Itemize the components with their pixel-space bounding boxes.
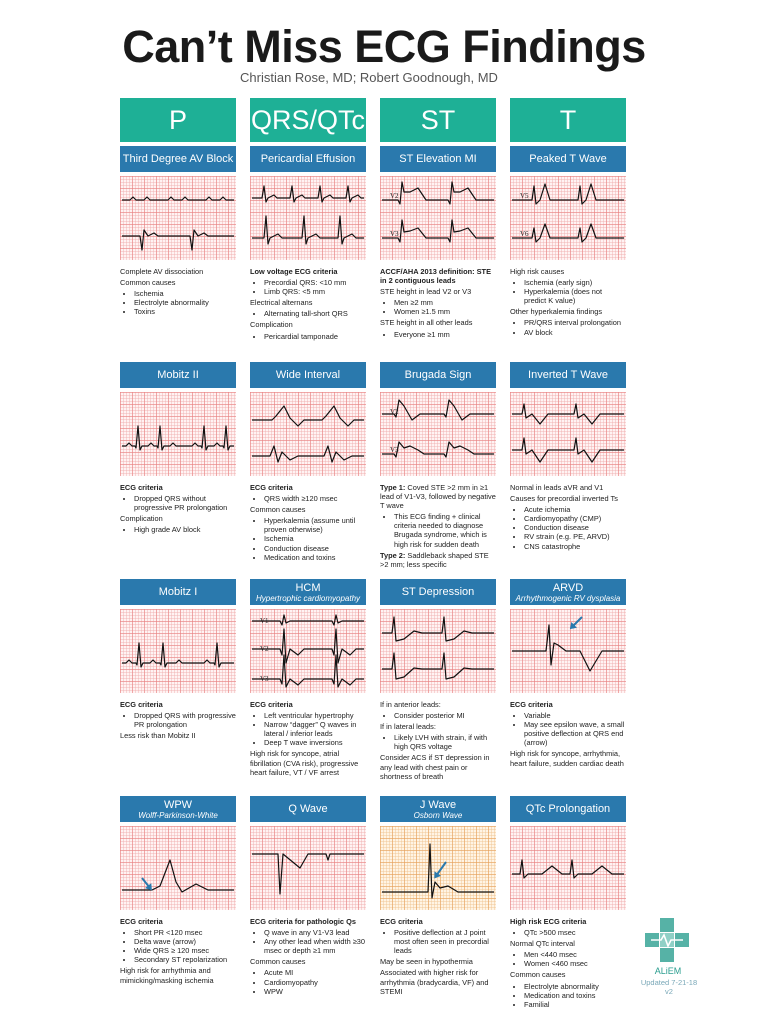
card-title-bar [250, 796, 366, 822]
bullet-item: • Dropped QRS with progressive PR prolongation [134, 711, 236, 729]
lead-label: V2 [390, 408, 399, 416]
authors: Christian Rose, MD; Robert Goodnough, MD [240, 70, 498, 85]
column-header-p: P [120, 98, 236, 142]
paragraph: Normal in leads aVR and V1 [510, 483, 604, 492]
bullet-list [380, 512, 496, 548]
paragraph: Less risk than Mobitz II [120, 731, 196, 741]
bullet-item: • Deep T wave inversions [264, 738, 366, 747]
bullet-list [510, 928, 626, 937]
bullet-item: • Q wave in any V1-V3 lead [264, 928, 366, 937]
bullet-item: • Ischemia [264, 534, 366, 543]
criteria-heading: ECG criteria [250, 483, 293, 492]
column-header-t: T [510, 98, 626, 142]
card-pericardial-effusion [250, 146, 366, 343]
page-title: Can’t Miss ECG Findings [122, 21, 646, 72]
bullet-list [250, 332, 366, 341]
card-description [250, 917, 366, 996]
bullet-item: • Acute MI [264, 968, 366, 977]
ecg-strip [120, 176, 236, 260]
card-wpw [120, 796, 236, 987]
paragraph: High risk for arrhythmia and mimicking/masking ischemia [120, 966, 214, 985]
ecg-trace-svg [510, 826, 626, 910]
bullet-item: • Everyone ≥1 mm [394, 330, 496, 339]
bullet-list [120, 525, 236, 534]
paragraph: May be seen in hypothermia [380, 957, 473, 967]
bullet-item: • Men ≥2 mm [394, 298, 496, 307]
card-wide-interval [250, 362, 366, 564]
card-title: Mobitz I [158, 586, 198, 598]
bullet-item: • Medication and toxins [524, 991, 626, 1000]
paragraph: Complication [250, 320, 293, 330]
bullet-item: • Women ≥1.5 mm [394, 307, 496, 316]
ecg-strip [510, 609, 626, 693]
bullet-item: • This ECG finding + clinical criteria needed to diagnose Brugada syndrome, which is high risk for sudden death [394, 512, 496, 548]
card-title: WPW [163, 798, 193, 811]
version: v2 [665, 987, 673, 996]
bullet-item: • Consider posterior MI [394, 711, 496, 720]
ecg-trace-line [512, 438, 624, 462]
bullet-item: • Pericardial tamponade [264, 332, 366, 341]
card-j-wave [380, 796, 496, 998]
lead-label: V2 [260, 645, 269, 653]
card-title-bar [380, 796, 496, 822]
criteria-heading: High risk ECG criteria [510, 917, 587, 926]
paragraph-label: Type 1: [380, 483, 406, 492]
bullet-item: • Limb QRS: <5 mm [264, 287, 366, 296]
ecg-strip [380, 176, 496, 260]
lead-label: V3 [390, 446, 399, 454]
bullet-item: • Hyperkalemia (assume until proven otherwise) [264, 516, 366, 534]
card-title: ST Elevation MI [399, 153, 477, 165]
card-description [380, 700, 496, 781]
card-description [380, 267, 496, 339]
paragraph-text: Coved STE >2 mm in ≥1 lead of V1-V3, followed by negative T wave [380, 483, 496, 511]
card-description [380, 483, 496, 569]
ecg-strip [250, 176, 366, 260]
ecg-trace-svg [380, 826, 496, 910]
update-info [632, 978, 706, 996]
paragraph: Common causes [250, 505, 306, 515]
ecg-trace-line [382, 653, 494, 679]
paragraph: Common causes [510, 970, 566, 980]
criteria-heading: Low voltage ECG criteria [250, 267, 338, 276]
card-title-bar [250, 579, 366, 605]
paragraph: High risk for syncope, arrhythmia, heart failure, sudden cardiac death [510, 749, 624, 768]
lead-label: V1 [260, 617, 269, 625]
card-description [250, 700, 366, 777]
labeled-paragraph [380, 551, 496, 569]
paragraph: Common causes [250, 957, 306, 967]
card-subtitle: Wolff-Parkinson-White [138, 810, 218, 820]
bullet-item: • Narrow “dagger” Q waves in lateral / inferior leads [264, 720, 366, 738]
paragraph: Complication [120, 514, 163, 524]
bullet-list [380, 330, 496, 339]
ecg-trace-svg [380, 392, 496, 476]
bullet-item: • May see epsilon wave, a small positive deflection at QRS end (arrow) [524, 720, 626, 747]
ecg-trace-line [252, 854, 364, 894]
criteria-heading: ECG criteria [380, 917, 423, 926]
bullet-item: • Alternating tall-short QRS [264, 309, 366, 318]
card-title: Third Degree AV Block [122, 153, 234, 165]
bullet-list [510, 318, 626, 336]
bullet-list [120, 711, 236, 729]
paragraph: Electrical alternans [250, 298, 313, 308]
bullet-list [250, 278, 366, 296]
bullet-item: • RV strain (e.g. PE, ARVD) [524, 532, 626, 541]
bullet-item: • Acute ichemia [524, 505, 626, 514]
card-title-bar [510, 579, 626, 605]
bullet-item: • Wide QRS ≥ 120 msec [134, 946, 236, 955]
ecg-trace-line [122, 426, 234, 450]
card-description [120, 700, 236, 740]
card-title: Inverted T Wave [528, 369, 608, 381]
bullet-item: • Cardiomyopathy (CMP) [524, 514, 626, 523]
column-header-qrs-qtc: QRS/QTc [250, 98, 366, 142]
bullet-list [380, 298, 496, 316]
criteria-heading: ECG criteria [250, 700, 293, 709]
criteria-heading: ECG criteria [120, 483, 163, 492]
ecg-trace-line [252, 446, 364, 462]
card-subtitle: Arrhythmogenic RV dysplasia [515, 593, 621, 603]
card-description [380, 917, 496, 996]
ecg-trace-svg [120, 609, 236, 693]
card-arvd [510, 579, 626, 770]
card-qtc-prolongation [510, 796, 626, 1011]
bullet-list [510, 950, 626, 968]
brand-name: ALiEM [654, 966, 682, 976]
bullet-item: • Short PR <120 msec [134, 928, 236, 937]
card-title-bar [510, 362, 626, 388]
annotation-arrow-icon [434, 862, 446, 878]
criteria-heading: ECG criteria for pathologic Qs [250, 917, 356, 926]
bullet-item: • Variable [524, 711, 626, 720]
bullet-item: • Medication and toxins [264, 553, 366, 562]
lead-label: V3 [260, 675, 269, 683]
card-title-bar [380, 146, 496, 172]
paragraph: High risk for syncope, atrial fibrillation (CVA risk), progressive heart failure, VT / VF arrest [250, 749, 359, 777]
column-header-st: ST [380, 98, 496, 142]
card-hcm [250, 579, 366, 779]
bullet-item: • Any other lead when width ≥30 msec or depth ≥1 mm [264, 937, 366, 955]
lead-label: V3 [390, 230, 399, 238]
lead-label: V5 [520, 192, 529, 200]
ecg-strip [250, 392, 366, 476]
bullet-item: • Electrolyte abnormality [134, 298, 236, 307]
card-title-bar [380, 579, 496, 605]
card-title-bar [380, 362, 496, 388]
ecg-strip [380, 609, 496, 693]
card-q-wave [250, 796, 366, 998]
card-description [250, 267, 366, 341]
ecg-trace-line [252, 186, 364, 202]
card-title: Q Wave [288, 803, 328, 815]
card-inverted-t-wave [510, 362, 626, 553]
card-title-bar [510, 796, 626, 822]
paragraph: If in anterior leads: [380, 700, 441, 709]
bullet-list [380, 733, 496, 751]
ecg-trace-line [122, 860, 234, 892]
bullet-item: • PR/QRS interval prolongation [524, 318, 626, 327]
card-title-bar [120, 146, 236, 172]
bullet-item: • Men <440 msec [524, 950, 626, 959]
ecg-trace-svg [120, 826, 236, 910]
bullet-item: • Familial [524, 1000, 626, 1009]
paragraph: Normal QTc interval [510, 939, 575, 949]
ecg-trace-svg [380, 176, 496, 260]
card-description [510, 700, 626, 768]
paragraph: Causes for precordial inverted Ts [510, 494, 618, 504]
ecg-trace-svg [120, 176, 236, 260]
paragraph: If in lateral leads: [380, 722, 436, 732]
ecg-trace-line [382, 844, 494, 898]
bullet-item: • High grade AV block [134, 525, 236, 534]
card-description [120, 483, 236, 534]
card-title-bar [250, 362, 366, 388]
card-title: ST Depression [401, 586, 475, 598]
card-title-bar [120, 579, 236, 605]
ecg-strip [250, 826, 366, 910]
card-title: Mobitz II [157, 369, 199, 381]
ecg-trace-svg [250, 392, 366, 476]
bullet-list [510, 982, 626, 1009]
card-title: QTc Prolongation [525, 803, 611, 815]
ecg-trace-line [382, 617, 494, 641]
card-peaked-t-wave [510, 146, 626, 339]
ecg-trace-svg [250, 176, 366, 260]
card-description [120, 267, 236, 316]
ecg-strip [250, 609, 366, 693]
card-title-bar [250, 146, 366, 172]
criteria-heading: ECG criteria [120, 917, 163, 926]
bullet-list [250, 516, 366, 561]
card-description [250, 483, 366, 562]
card-brugada-sign [380, 362, 496, 571]
card-mobitz-ii [120, 362, 236, 536]
ecg-trace-svg [380, 609, 496, 693]
bullet-list [250, 968, 366, 995]
paragraph: STE height in lead V2 or V3 [380, 287, 472, 297]
aliem-cross-logo-icon [645, 918, 689, 968]
card-subtitle: Hypertrophic cardiomyopathy [255, 593, 361, 603]
paragraph-label: Type 2: [380, 550, 406, 560]
bullet-item: • Conduction disease [524, 523, 626, 532]
bullet-item: • Conduction disease [264, 544, 366, 553]
card-title: Pericardial Effusion [260, 153, 356, 165]
bullet-item: • CNS catastrophe [524, 542, 626, 551]
card-mobitz-i [120, 579, 236, 742]
paragraph: Consider ACS if ST depression in any lead with chest pain or shortness of breath [380, 753, 490, 781]
ecg-strip [380, 826, 496, 910]
bullet-item: • WPW [264, 987, 366, 996]
card-st-elevation-mi [380, 146, 496, 341]
bullet-item: • AV block [524, 328, 626, 337]
card-description [510, 483, 626, 551]
labeled-paragraph [380, 483, 496, 510]
bullet-item: • QRS width ≥120 msec [264, 494, 366, 503]
card-title: Wide Interval [275, 369, 341, 381]
ecg-trace-svg [120, 392, 236, 476]
annotation-arrow-icon [142, 878, 152, 890]
paragraph: Complete AV dissociation [120, 267, 204, 276]
lead-label: V2 [390, 192, 399, 200]
bullet-list [380, 928, 496, 955]
card-title-bar [510, 146, 626, 172]
bullet-item: • Ischemia [134, 289, 236, 298]
paragraph: High risk causes [510, 267, 565, 276]
bullet-list [250, 494, 366, 503]
card-third-degree-av-block [120, 146, 236, 318]
bullet-item: • Toxins [134, 307, 236, 316]
card-title: ARVD [552, 581, 584, 594]
ecg-trace-line [512, 860, 624, 878]
paragraph-text: Saddleback shaped STE >2 mm; less specific [380, 550, 489, 569]
bullet-item: • Ischemia (early sign) [524, 278, 626, 287]
card-st-depression [380, 579, 496, 783]
ecg-strip [120, 826, 236, 910]
ecg-trace-svg [510, 392, 626, 476]
criteria-heading: ECG criteria [120, 700, 163, 709]
bullet-item: • Positive deflection at J point most often seen in precordial leads [394, 928, 496, 955]
bullet-list [250, 928, 366, 955]
bullet-item: • Left ventricular hypertrophy [264, 711, 366, 720]
bullet-item: • Secondary ST repolarization [134, 955, 236, 964]
paragraph: Other hyperkalemia findings [510, 307, 603, 317]
bullet-list [510, 505, 626, 550]
bullet-list [250, 309, 366, 318]
criteria-heading: ACCF/AHA 2013 definition: STE in 2 contiguous leads [380, 267, 492, 286]
card-title: J Wave [419, 798, 457, 811]
criteria-heading: ECG criteria [510, 700, 553, 709]
ecg-strip [510, 392, 626, 476]
card-title-bar [120, 796, 236, 822]
bullet-list [120, 494, 236, 512]
ecg-trace-line [122, 197, 234, 200]
card-title: HCM [295, 581, 321, 594]
ecg-strip [510, 826, 626, 910]
card-description [510, 917, 626, 1009]
ecg-trace-svg [510, 609, 626, 693]
card-description [510, 267, 626, 337]
ecg-strip [120, 392, 236, 476]
ecg-strip [380, 392, 496, 476]
paragraph: Associated with higher risk for arrhythmia (bradycardia, VF) and STEMI [380, 968, 489, 996]
ecg-trace-line [512, 404, 624, 424]
ecg-trace-line [122, 643, 234, 667]
bullet-item: • Cardiomyopathy [264, 978, 366, 987]
ecg-trace-line [512, 625, 624, 671]
ecg-strip [120, 609, 236, 693]
ecg-trace-line [252, 406, 364, 426]
ecg-strip [510, 176, 626, 260]
bullet-item: • Likely LVH with strain, if with high QRS voltage [394, 733, 496, 751]
card-title: Brugada Sign [404, 369, 472, 381]
updated-date: Updated 7-21-18 [640, 978, 698, 987]
annotation-arrow-icon [570, 617, 582, 629]
bullet-list [380, 711, 496, 720]
ecg-trace-line [122, 230, 234, 250]
bullet-item: • QTc >500 msec [524, 928, 626, 937]
bullet-item: • Dropped QRS without progressive PR prolongation [134, 494, 236, 512]
paragraph: Common causes [120, 278, 176, 288]
card-title: Peaked T Wave [529, 153, 607, 165]
ecg-trace-svg [510, 176, 626, 260]
bullet-list [510, 711, 626, 747]
bullet-item: • Women <460 msec [524, 959, 626, 968]
bullet-item: • Hyperkalemia (does not predict K value) [524, 287, 626, 305]
card-description [120, 917, 236, 985]
ecg-trace-svg [250, 826, 366, 910]
lead-label: V6 [520, 230, 529, 238]
bullet-list [120, 928, 236, 964]
card-subtitle: Osborn Wave [413, 810, 463, 820]
card-title-bar [120, 362, 236, 388]
bullet-list [250, 711, 366, 747]
paragraph: STE height in all other leads [380, 318, 473, 328]
bullet-list [510, 278, 626, 305]
bullet-item: • Delta wave (arrow) [134, 937, 236, 946]
bullet-item: • Precordial QRS: <10 mm [264, 278, 366, 287]
bullet-item: • Electrolyte abnormality [524, 982, 626, 991]
ecg-trace-line [252, 216, 364, 244]
bullet-list [120, 289, 236, 316]
